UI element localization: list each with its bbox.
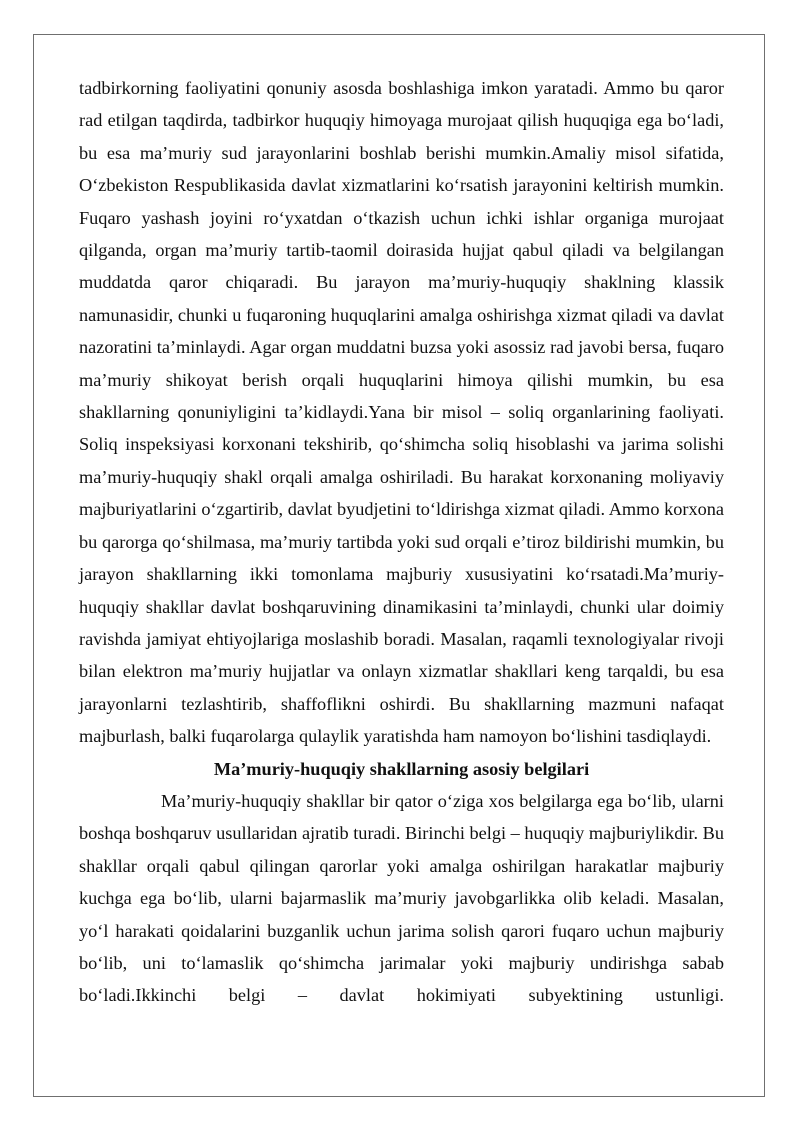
section-heading: Maʼmuriy-huquqiy shakllarning asosiy belgilari [213,758,590,779]
document-body [79,72,724,1012]
body-paragraph-1: tadbirkorning faoliyatini qonuniy asosda boshlashiga imkon yaratadi. Ammo bu qaror rad etilgan taqdirda, tadbirkor huquqiy himoyaga murojaat qilish huquqiga ega boʻladi, bu esa maʼmuriy sud jarayonlarini boshlab berishi mumkin.Amaliy misol sifatida, Oʻzbekiston Respublikasida davlat xizmatlarini koʻrsatish jarayonini keltirish mumkin. Fuqaro yashash joyini roʻyxatdan oʻtkazish uchun ichki ishlar organiga murojaat qilganda, organ maʼmuriy tartib-taomil doirasida hujjat qabul qiladi va belgilangan muddatda qaror chiqaradi. Bu jarayon maʼmuriy-huquqiy shaklning klassik namunasidir, chunki u fuqaroning huquqlarini amalga oshirishga xizmat qiladi va davlat nazoratini taʼminlaydi. Agar organ muddatni buzsa yoki asossiz rad javobi bersa, fuqaro maʼmuriy shikoyat berish orqali huquqlarini himoya qilishi mumkin, bu esa shakllarning qonuniyligini taʼkidlaydi.Yana bir misol – soliq organlarining faoliyati. Soliq inspeksiyasi korxonani tekshirib, qoʻshimcha soliq hisoblashi va jarima solishi maʼmuriy-huquqiy shakl orqali amalga oshiriladi. Bu harakat korxonaning moliyaviy majburiyatlarini oʻzgartirib, davlat byudjetini toʻldirishga xizmat qiladi. Ammo korxona bu qarorga qoʻshilmasa, maʼmuriy tartibda yoki sud orqali eʼtiroz bildirishi mumkin, bu jarayon shakllarning ikki tomonlama majburiy xususiyatini koʻrsatadi.Maʼmuriy-huquqiy shakllar davlat boshqaruvining dinamikasini taʼminlaydi, chunki ular doimiy ravishda jamiyat ehtiyojlariga moslashib boradi. Masalan, raqamli texnologiyalar rivoji bilan elektron maʼmuriy hujjatlar va onlayn xizmatlar shakllari keng tarqaldi, bu esa jarayonlarni tezlashtirib, shaffoflikni oshirdi. Bu shakllarning mazmuni nafaqat majburlash, balki fuqarolarga qulaylik yaratishda ham namoyon boʻlishini tasdiqlaydi. [79,78,724,747]
body-paragraph-2: Maʼmuriy-huquqiy shakllar bir qator oʻziga xos belgilarga ega boʻlib, ularni boshqa boshqaruv usullaridan ajratib turadi. Birinchi belgi – huquqiy majburiylikdir. Bu shakllar orqali qabul qilingan qarorlar yoki amalga oshirilgan harakatlar majburiy kuchga ega boʻlib, ularni bajarmaslik maʼmuriy javobgarlikka olib keladi. Masalan, yoʻl harakati qoidalarini buzganlik uchun jarima solish qarori fuqaro uchun majburiy boʻlib, uni toʻlamaslik qoʻshimcha jarimalar yoki majburiy undirishga sabab boʻladi.Ikkinchi belgi – davlat hokimiyati subyektining ustunligi. [79,790,724,1006]
